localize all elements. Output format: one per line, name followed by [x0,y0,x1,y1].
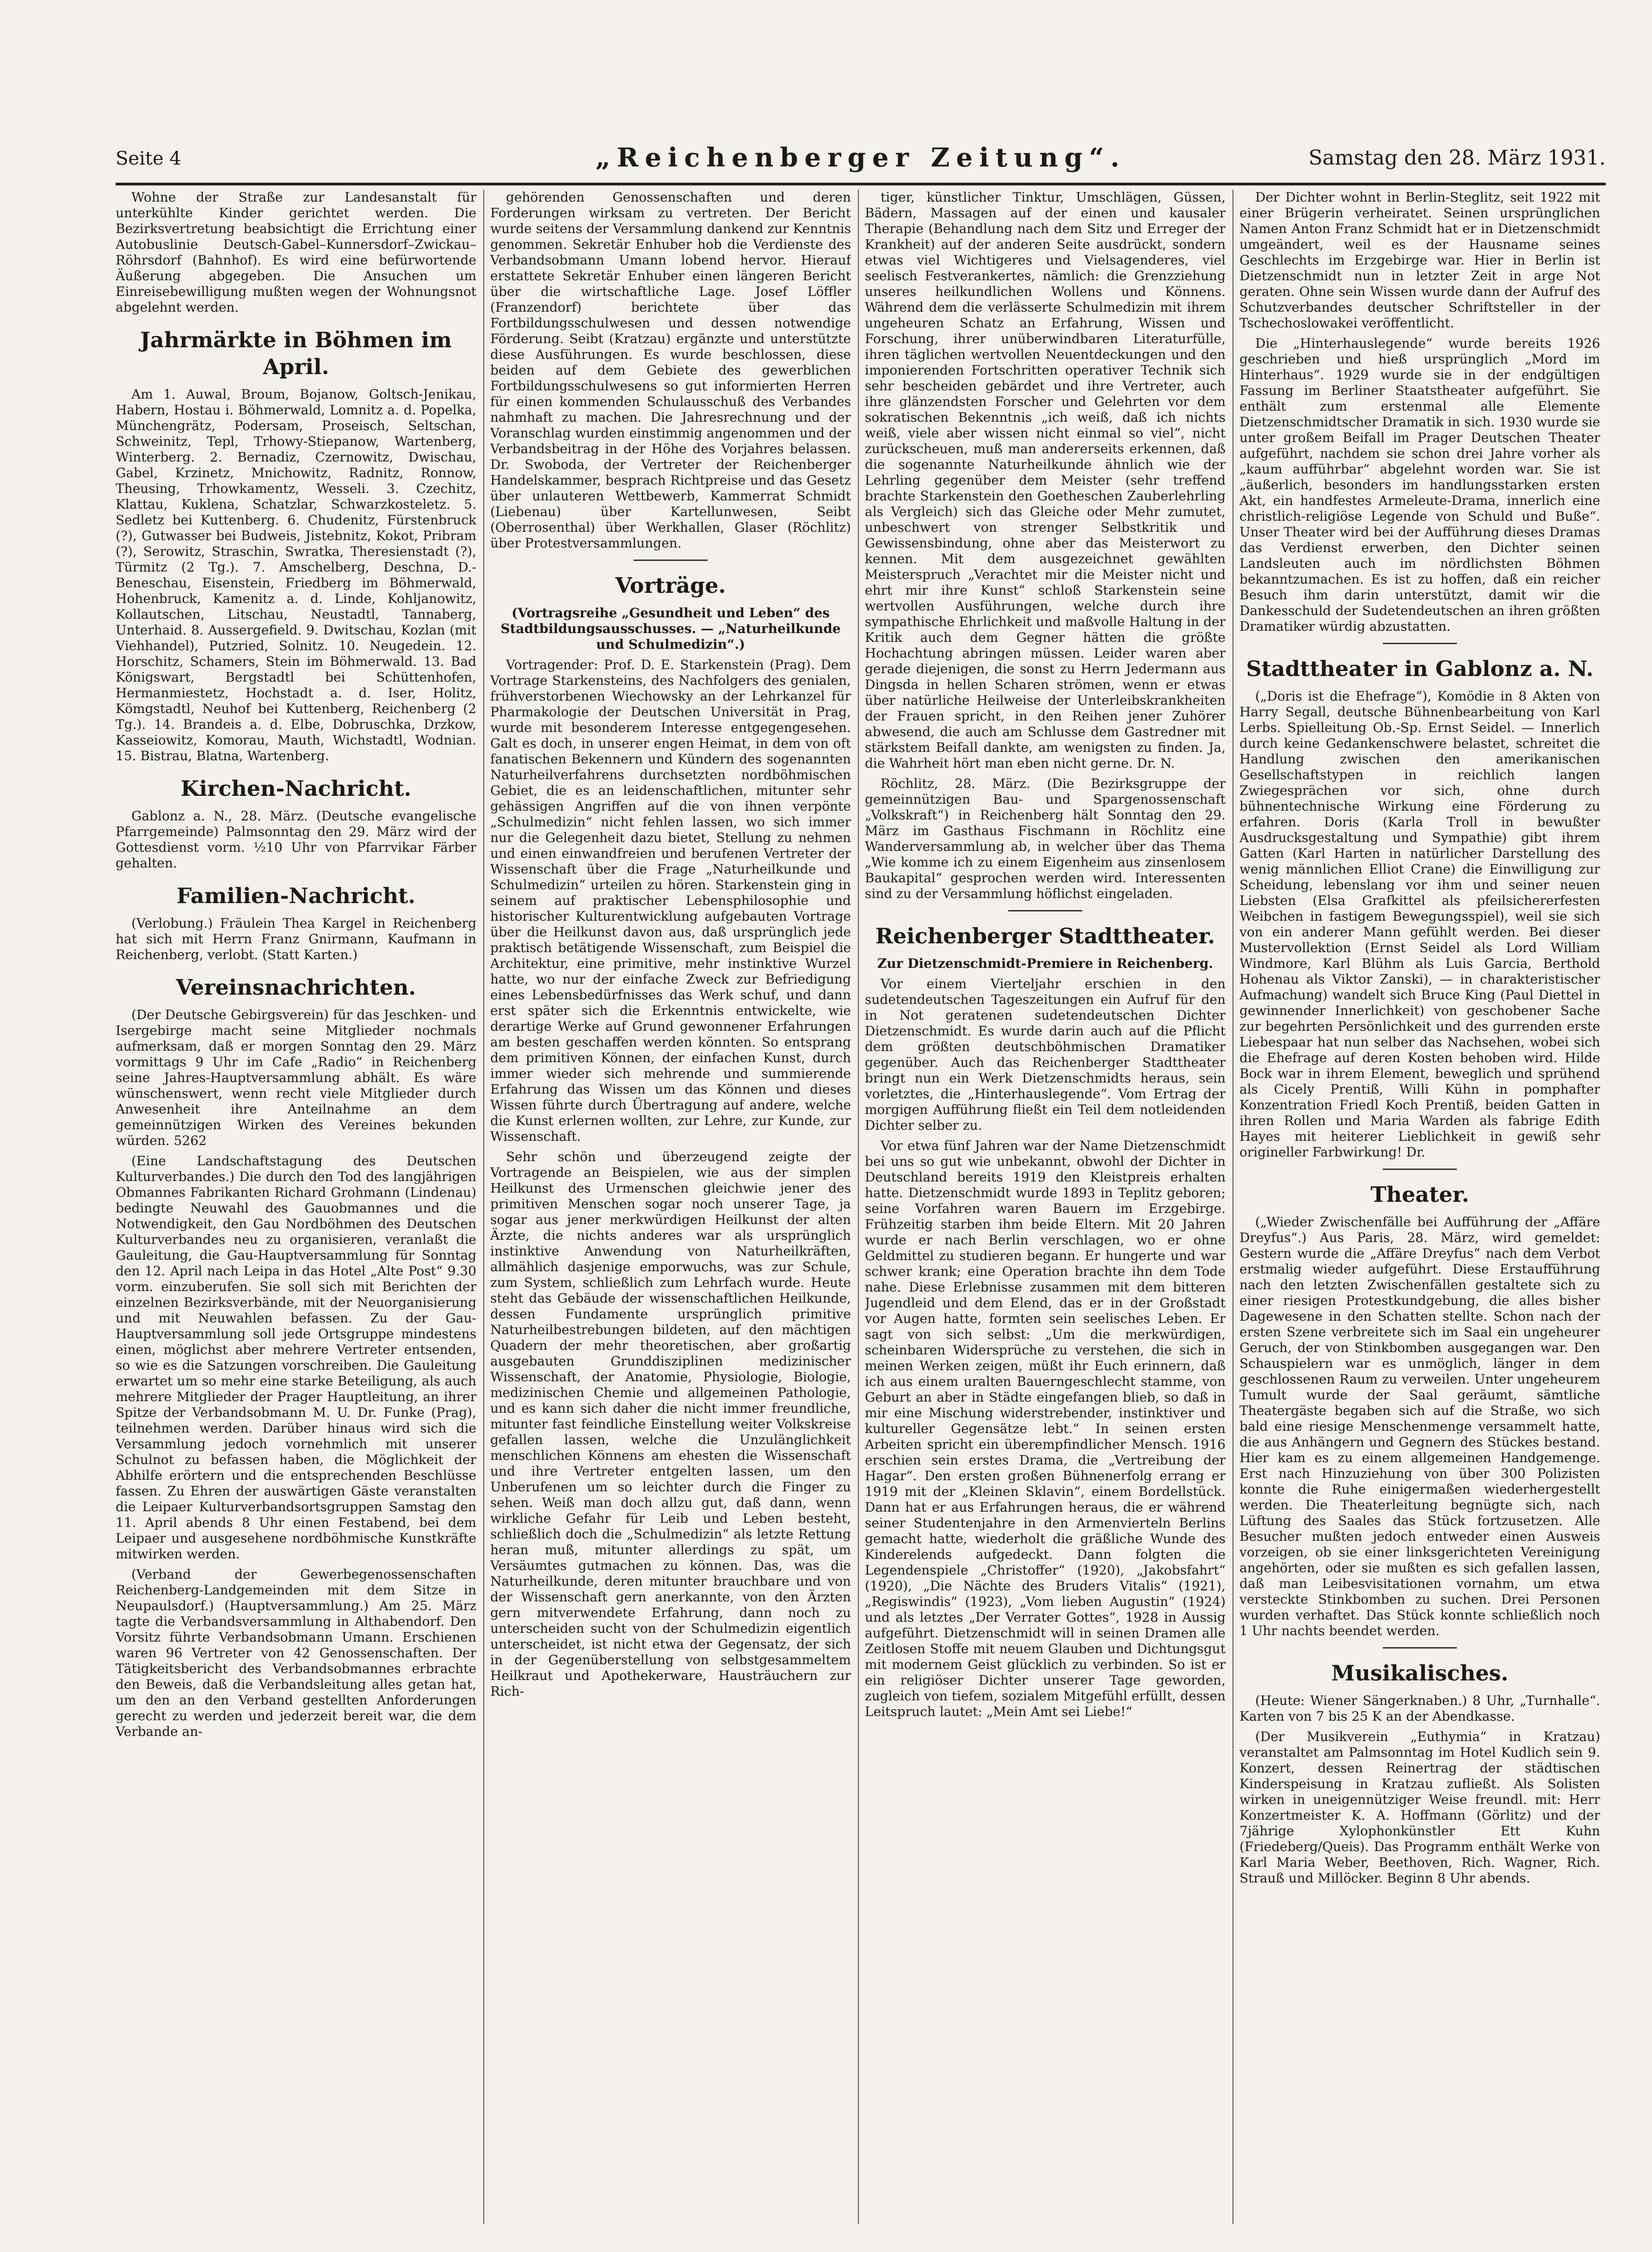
article-text: (Der Musikverein „Euthymia“ in Kratzau) veranstaltet am Palmsonntag im Hotel Kudlich sein 9. Konzert, dessen Reinertrag der städtischen Kinderspeisung in Kratzau zufließt. Als Solisten wirken in uneigennütziger Weise freundl. mit: Herr Konzertmeister K. A. Hoffmann (Görlitz) und der 7jährige Xylophonkünstler Ett Kuhn (Friedeberg/Queis). Das Programm enthält Werke von Karl Maria Weber, Beethoven, Rich. Wagner, Rich. Strauß und Millöcker. Beginn 8 Uhr abends. [1239,1729,1600,1886]
issue-date: Samstag den 28. März 1931. [1308,146,1606,170]
article-text: („Doris ist die Ehefrage“), Komödie in 8 Akten von Harry Segall, deutsche Bühnenbearbeitung von Karl Lerbs. Spielleitung Ob.-Sp. Ernst Seidel. — Innerlich durch keine Gedankenschwere belastet, schreitet die Handlung zwischen den amerikanischen Gesellschaftstypen in reichlich langen Zwiegesprächen vor sich, ohne durch bühnentechnische Wirkung eine Förderung zu erfahren. Doris (Karla Troll in bewußter Ausdrucksgestaltung und Sympathie) gibt ihrem Gatten (Karl Harten in natürlicher Darstellung des wenig männlichen Elliot Crane) die Einwilligung zur Scheidung, lebenslang vor ihm und seiner neuen Liebsten (Elsa Grafkittel als pfeilsichererfesten Weibchen in fastigem Bewegungsspiel), weil sie sich von ein anderer Mann gefühlt werden. Bei dieser Mustervollektion (Ernst Seidel als Lord William Windmore, Karl Blühm als Luis Garcia, Berthold Hohenau als Viktor Zanski), — in charakteristischer Aufmachung) wandelt sich Bruce King (Paul Diettel in gewinnender Innerlichkeit) von geschobener Sache zur begehrten Persönlichkeit und des gurrenden erste Liebespaar hat nun selber das Nachsehen, wobei sich die Ehefrage auf deren Kosten behoben wird. Hilde Bock war in ihrem Element, beweglich und sprühend als Cicely Prentiß, Willi Kühn in pomphafter Konzentration Friedl Koch Prentiß, beiden Gatten in ihren Rollen und Maria Warden als fabrige Edith Hayes mit heiterer Lieblichkeit in gewiß sehr origineller Farbwirkung! Dr. [1239,689,1600,1160]
article-text: tiger, künstlicher Tinktur, Umschlägen, Güssen, Bädern, Massagen auf der einen und kausaler Therapie (Behandlung nach dem Sitz und Erreger der Krankheit) auf der anderen Seite ausdrückt, sondern etwas viel Wichtigeres und Vielsagenderes, viel seelisch Festverankertes, nämlich: die Grenzziehung unseres heilkundlichen Wollens und Könnens. Während dem die verlässerte Schulmedizin mit ihrem ungeheuren Schatz an Erfahrung, Wissen und Forschung, ihrer unüberwindbaren Literaturfülle, ihren täglichen wertvollen Neuentdeckungen und den imponierenden Fortschritten operativer Technik sich sehr bescheiden gebärdet und ihre Vertreter, auch ihre glänzendsten Forscher und Gelehrten vor dem sokratischen Bekenntnis „ich weiß, daß ich nichts weiß, viele aber wissen nicht einmal so viel“, nicht zurückscheuen, muß man andererseits erkennen, daß die sogenannte Naturheilkunde ähnlich wie der Lehrling gegenüber dem Meister (sehr treffend brachte Starkenstein den Goetheschen Zauberlehrling als Vergleich) sich das Gleiche oder Mehr zumutet, unbeschwert von strenger Selbstkritik und Gewissensbindung, ohne aber das Meisterwort zu kennen. Mit dem ausgezeichnet gewählten Meisterspruch „Verachtet mir die Meister nicht und ehrt mir ihre Kunst“ schloß Starkenstein seine wertvollen Ausführungen, welche durch ihre sympathische Ehrlichkeit und maßvolle Haltung in der Kritik auch dem Gegner hätten die größte Hochachtung abringen müssen. Leider waren aber gerade diejenigen, die sonst zu Herrn Jedermann aus Dingsda in hellen Scharen strömen, wenn er etwas über natürliche Heilweise der Unterleibskrankheiten der Frauen spricht, in den Reihen jener Zuhörer abwesend, die auch am Schlusse dem Gastredner mit stärkstem Beifall dankte, am wenigsten zu finden. Ja, die Wahrheit hört man eben nicht gerne. Dr. N. [865,190,1226,771]
article-text: („Wieder Zwischenfälle bei Aufführung der „Affäre Dreyfus“.) Aus Paris, 28. März, wird gemeldet: Gestern wurde die „Affäre Dreyfus“ nach dem Verbot erstmalig wieder aufgeführt. Diese Erstaufführung nach den letzten Zwischenfällen gestaltete sich zu einer riesigen Protestkundgebung, die alles bisher Dagewesene in den Schatten stellte. Schon nach der ersten Szene verbreitete sich im Saal ein ungeheurer Geruch, der von Stinkbomben ausgegangen war. Den Schauspielern war es unmöglich, länger in dem geschlossenen Raum zu verweilen. Unter ungeheurem Tumult wurde der Saal geräumt, sämtliche Theatergäste begaben sich auf die Straße, wo sich bald eine riesige Menschenmenge versammelt hatte, die aus Anhängern und Gegnern des Stückes bestand. Hier kam es zu einem allgemeinen Handgemenge. Erst nach Hinzuziehung von über 300 Polizisten konnte die Ruhe einigermaßen wiederhergestellt werden. Die Theaterleitung begnügte sich, nach Lüftung des Saales das Stück fortzusetzen. Alle Besucher mußten jedoch entweder einen Ausweis vorzeigen, ob sie einer linksgerichteten Vereinigung angehörten, oder sie mußten es sich gefallen lassen, daß man Leibesvisitationen vornahm, um etwa versteckte Stinkbomben zu suchen. Drei Personen wurden verhaftet. Das Stück konnte schließlich noch 1 Uhr nachts beendet werden. [1239,1214,1600,1638]
article-text: (Verband der Gewerbegenossenschaften Reichenberg-Landgemeinden mit dem Sitze in Neupaulsdorf.) (Hauptversammlung.) Am 25. März tagte die Verbandsversammlung in Althabendorf. Den Vorsitz führte Verbandsobmann Umann. Erschienen waren 96 Vertreter von 42 Genossenschaften. Der Tätigkeitsbericht des Verbandsobmannes erbrachte den Beweis, daß die Verbandsleitung alles getan hat, um den an den Verband gestellten Anforderungen gerecht zu werden und jederzeit bereit war, die dem Verbande an- [116,1567,476,1739]
article-text: Wohne der Straße zur Landesanstalt für unterkühlte Kinder gerichtet werden. Die Bezirksvertretung beabsichtigt die Errichtung einer Autobuslinie Deutsch-Gabel–Kunnersdorf–Zwickau–Röhrsdorf (Bahnhof). Es wird eine befürwortende Äußerung abgegeben. Die Ansuchen um Einreisebewilligung mußten wegen der Wohnungsnot abgelehnt werden. [116,190,476,315]
section-heading: Vereinsnachrichten. [176,975,416,1000]
section-subheading: Zur Dietzenschmidt-Premiere in Reichenberg. [877,956,1214,971]
column-1 [116,190,476,2224]
section-heading: Kirchen-Nachricht. [180,776,412,801]
article-text: Vor etwa fünf Jahren war der Name Dietzenschmidt bei uns so gut wie unbekannt, obwohl der Dichter in Deutschland bereits 1919 den Kleistpreis erhalten hatte. Dietzenschmidt wurde 1893 in Teplitz geboren; seine Vorfahren waren Bauern im Erzgebirge. Frühzeitig starben ihm beide Eltern. Mit 20 Jahren wurde er nach Berlin verschlagen, wo er ohne Geldmittel zu studieren begann. Er hungerte und war schwer krank; eine Operation brachte ihn dem Tode nahe. Diese Erlebnisse zusammen mit dem bitteren Jugendleid und dem Elend, das er in der Großstadt vor Augen hatte, formten sein seelisches Leben. Er sagt von sich selbst: „Um die merkwürdigen, scheinbaren Widersprüche zu verstehen, die sich in meinen Werken zeigen, müßt ihr Euch erinnern, daß ich aus einem uralten Bauerngeschlecht stamme, von Geburt an aber in Städte eingefangen blieb, so daß in mir eine Mischung widerstrebender, instinktiver und kultureller Gegensätze lebt.“ In seinen ersten Arbeiten spricht ein überempfindlicher Mensch. 1916 erschien sein erstes Drama, die „Vertreibung der Hagar“. Den ersten großen Bühnenerfolg errang er 1919 mit der „Kleinen Sklavin“, einem Bordellstück. Dann hat er aus Erfahrungen heraus, die er während seiner Studentenjahre in den Armenvierteln Berlins gemacht hatte, wiederholt die gräßliche Wunde des Kinderelends aufgedeckt. Dann folgten die Legendenspiele „Christoffer“ (1920), „Jakobsfahrt“ (1920), „Die Nächte des Bruders Vitalis“ (1921), „Regiswindis“ (1923), „Vom lieben Augustin“ (1924) und als letztes „Der Verrater Gottes“, 1928 in Aussig aufgeführt. Dietzenschmidt will in seinen Dramen alle Zeitlosen Stoffe mit neuem Glauben und Dichtungsgut mit modernem Geist glücklich zu verbinden. So ist er ein religiöser Dichter unserer Tage geworden, zugleich von tiefem, sozialem Mitgefühl erfüllt, dessen Leitspruch lautet: „Mein Amt sei Liebe!“ [865,1138,1226,1719]
article-text: Sehr schön und überzeugend zeigte der Vortragende an Beispielen, wie aus der simplen Heilkunst des Urmenschen gleichwie jener des primitiven Menschen sogar noch unserer Tage, ja sogar aus jener merkwürdigen Heilkunst der alten Ärzte, die nichts anderes war als ursprünglich instinktive Anwendung von Naturheilkräften, allmählich dasjenige emporwuchs, was zur Schule, zum System, schließlich zum Lehrfach wurde. Heute steht das Gebäude der wissenschaftlichen Heilkunde, dessen Fundamente ursprünglich primitive Naturheilbestrebungen bildeten, auf den mächtigen Quadern der mehr theoretischen, aber großartig ausgebauten Grunddisziplinen medizinischer Wissenschaft, der Anatomie, Physiologie, Biologie, medizinischen Chemie und allgemeinen Pathologie, und es kann sich daher die nicht immer freundliche, mitunter fast feindliche Einstellung weiter Volkskreise gefallen lassen, welche die Unzulänglichkeit menschlichen Könnens am ehesten die Wissenschaft und ihre Vertreter entgelten lassen, um den Unberufenen um so leichter durch die Finger zu sehen. Weiß man doch allzu gut, daß dann, wenn wirkliche Gefahr für Leib und Leben besteht, schließlich doch die „Schulmedizin“ als letzte Rettung heran muß, mitunter allerdings zu spät, um Versäumtes gutmachen zu können. Das, was die Naturheilkunde, deren mitunter brauchbare und von der Wissenschaft gern anerkannte, von den Ärzten gern mitverwendete Erfahrung, dann noch zu unterscheiden sucht von der Schulmedizin eigentlich unterscheidet, ist nicht etwa der Gegensatz, der sich in der Gegenüberstellung von selbstgesammeltem Heilkraut und Apothekerware, Hausträuchern zur Rich- [490,1149,851,1699]
article-text: (Der Deutsche Gebirgsverein) für das Jeschken- und Isergebirge macht seine Mitglieder nochmals aufmerksam, daß er morgen Sonntag den 29. März vormittags 9 Uhr im Cafe „Radio“ in Reichenberg seine Jahres-Hauptversammlung abhält. Es wäre wünschenswert, wenn recht viele Mitglieder durch Anwesenheit ihre Anteilnahme an dem gemeinnützigen Wirken des Vereines bekunden würden. 5262 [116,1007,476,1148]
article-text: Der Dichter wohnt in Berlin-Steglitz, seit 1922 mit einer Brügerin verheiratet. Seinen ursprünglichen Namen Anton Franz Schmidt hat er in Dietzenschmidt umgeändert, weil es der Hausname seines Geschlechts im Erzgebirge war. Hier in Berlin ist Dietzenschmidt nun in letzter Zeit in arge Not geraten. Ohne sein Wissen wurde dann der Aufruf des Schutzverbandes deutscher Schriftsteller in der Tschechoslowakei veröffentlicht. [1239,190,1600,331]
section-heading: Theater. [1370,1182,1469,1207]
column-divider [483,190,484,2224]
section-heading: Musikalisches. [1331,1661,1509,1686]
article-text: Vortragender: Prof. D. E. Starkenstein (Prag). Dem Vortrage Starkensteins, des Nachfolgers des genialen, frühverstorbenen Wiechowsky an der Lehrkanzel für Pharmakologie der Deutschen Universität in Prag, wurde mit besonderem Interesse entgegengesehen. Galt es doch, in unserer engen Heimat, in dem von oft fanatischen Bekennern und Kündern des sogenannten Naturheilverfahrens durchsetzten nordböhmischen Gebiet, die es an leidenschaftlichen, mitunter sehr gehässigen Angriffen auf die von ihnen verpönte „Schulmedizin“ nicht fehlen lassen, wo sich immer nur die Gelegenheit dazu bietet, Stellung zu nehmen und einen einwandfreien und berufenen Vertreter der Wissenschaft über die Frage „Naturheilkunde und Schulmedizin“ urteilen zu hören. Starkenstein ging in seinem auf praktischer Lebensphilosophie und historischer Kulturentwicklung aufgebauten Vortrage über die Heilkunst davon aus, daß ursprünglich jede praktisch betätigende Wissenschaft, zum Beispiel die Architektur, eine primitive, mehr instinktive Wurzel hatte, wo nur der einfache Zweck zur Befriedigung eines Lebensbedürfnisses das Werk schuf, und dann erst später sich die Erkenntnis entwickelte, wie derartige Werke auf Grund gewonnener Erfahrungen am besten geschaffen werden könnten. So entsprang dem primitiven Können, der einfachen Kunst, durch immer wieder sich mehrende und summierende Erfahrung das Wissen um das Können und dieses Wissen führte durch Übertragung auf andere, welche die Kunst erlernen wollten, zur Lehre, zur Kunde, zur Wissenschaft. [490,657,851,1144]
section-heading: Jahrmärkte in Böhmen im April. [140,327,452,379]
section-heading: Reichenberger Stadttheater. [875,923,1215,948]
header-rule [116,183,1606,185]
article-text: Die „Hinterhauslegende“ wurde bereits 1926 geschrieben und hieß ursprünglich „Mord im Hinterhaus“. 1929 wurde sie in der endgültigen Fassung im Berliner Staatstheater aufgeführt. Sie enthält zum erstenmal alle Elemente Dietzenschmidtscher Dramatik in sich. 1930 wurde sie unter großem Beifall im Prager Deutschen Theater aufgeführt, nachdem sie schon drei Jahre vorher als „kaum aufführbar“ abgelehnt worden war. Sie ist „äußerlich, besonders im handlungsstarken ersten Akt, ein handfestes Armeleute-Drama, innerlich eine christlich-religiöse Legende von Schuld und Buße“. Unser Theater wird bei der Aufführung dieses Dramas das Verdienst erwerben, den Dichter seinen Landsleuten auch im nördlichsten Böhmen bekanntzumachen. Es ist zu hoffen, daß ein reicher Besuch ihm darin unterstützt, damit wir die Dankesschuld der Sudetendeutschen an ihren größten Dramatiker würdig abzustatten. [1239,336,1600,634]
page-number: Seite 4 [116,148,181,169]
separator [1008,910,1082,911]
column-3 [865,190,1226,2224]
article-text: Röchlitz, 28. März. (Die Bezirksgruppe der gemeinnützigen Bau- und Spargenossenschaft „Volkskraft“) in Reichenberg hält Sonntag den 29. März im Gasthaus Fischmann in Röchlitz eine Wanderversammlung ab, in welcher über das Thema „Wie komme ich zu einem Eigenheim aus zinsenlosem Baukapital“ gesprochen werden wird. Interessenten sind zu der Versammlung höflichst eingeladen. [865,776,1226,901]
article-text: Vor einem Vierteljahr erschien in den sudetendeutschen Tageszeitungen ein Aufruf für den in Not geratenen sudetendeutschen Dichter Dietzenschmidt. Es wurde darin auch auf die Pflicht dem größten deutschböhmischen Dramatiker gegenüber. Auch das Reichenberger Stadttheater bringt nun ein Werk Dietzenschmidts heraus, sein vorletztes, die „Hinterhauslegende“. Vom Ertrag der morgigen Aufführung fließt ein Teil dem notleidenden Dichter selber zu. [865,976,1226,1133]
column-2 [490,190,851,2224]
masthead [116,139,1606,180]
section-heading: Familien-Nachricht. [176,883,416,908]
article-text: Am 1. Auwal, Broum, Bojanow, Goltsch-Jenikau, Habern, Hostau i. Böhmerwald, Lomnitz a. d. Popelka, Münchengrätz, Podersam, Proseisch, Seltschan, Schweinitz, Tepl, Trhowy-Stiepanow, Wartenberg, Winterberg. 2. Bernadiz, Czernowitz, Dwischau, Gabel, Krzinetz, Mnichowitz, Radnitz, Ronnow, Theusing, Trhowkamentz, Wesseli. 3. Czechitz, Klattau, Kuklena, Schatzlar, Schwarzkosteletz. 5. Sedletz bei Kuttenberg. 6. Chudenitz, Fürstenbruck (?), Gutwasser bei Budweis, Jistebnitz, Kokot, Pribram (?), Serowitz, Straschin, Swratka, Theresienstadt (?), Türmitz (2 Tg.). 7. Amschelberg, Deschna, D.-Beneschau, Eisenstein, Friedberg im Böhmerwald, Hohenbruck, Kamenitz a. d. Linde, Kohljanowitz, Kollautschen, Litschau, Neustadtl, Tannaberg, Unterhaid. 8. Aussergefield. 9. Dwitschau, Kozlan (mit Viehhandel), Putzried, Solnitz. 10. Neugedein. 12. Horschitz, Schamers, Stein im Böhmerwald. 13. Bad Königswart, Bergstadtl bei Schüttenhofen, Hermanmiestetz, Hochstadt a. d. Iser, Holitz, Kömgstadtl, Neuhof bei Kuttenberg, Reichenberg (2 Tg.). 14. Brandeis a. d. Elbe, Dobruschka, Drzkow, Kasseiowitz, Komorau, Mauth, Wichstadtl, Wodnian. 15. Bistrau, Blatna, Wartenberg. [116,387,476,763]
separator [1383,643,1457,644]
column-divider [858,190,859,2224]
section-heading: Stadttheater in Gablonz a. N. [1246,656,1594,681]
separator [1383,1647,1457,1649]
article-text: Gablonz a. N., 28. März. (Deutsche evangelische Pfarrgemeinde) Palmsonntag den 29. März wird der Gottesdienst vorm. ½10 Uhr von Pfarrvikar Färber gehalten. [116,808,476,871]
article-text: (Eine Landschaftstagung des Deutschen Kulturverbandes.) Die durch den Tod des langjährigen Obmannes Fabrikanten Richard Grohmann (Lindenau) bedingte Neuwahl des Gauobmannes und die Notwendigkeit, den Gau Nordböhmen des Deutschen Kulturverbandes neu zu organisieren, veranlaßt die Gauleitung, die Gau-Hauptversammlung für Sonntag den 12. April nach Leipa in das Hotel „Alte Post“ 9.30 vorm. einzuberufen. Sie soll sich mit Berichten der einzelnen Bezirksverbände, mit der Neuorganisierung und mit Neuwahlen befassen. Zu der Gau-Hauptversammlung soll jede Ortsgruppe mindestens einen, möglichst aber mehrere Vertreter entsenden, so wie es die Satzungen vorschreiben. Die Gauleitung erwartet um so mehr eine starke Beteiligung, als auch mehrere Mitglieder der Prager Hauptleitung, an ihrer Spitze der Verbandsobmann M. U. Dr. Funke (Prag), teilnehmen werden. Darüber hinaus wird sich die Versammlung jedoch vornehmlich mit unserer Schulnot zu befassen haben, die Möglichkeit der Abhilfe erörtern und die entsprechenden Beschlüsse fassen. Zu Ehren der auswärtigen Gäste veranstalten die Leipaer Kulturverbandsortsgruppen Samstag den 11. April abends 8 Uhr einen Festabend, bei dem Leipaer und ausgesehene nordböhmische Kunstkräfte mitwirken werden. [116,1153,476,1562]
article-text: (Heute: Wiener Sängerknaben.) 8 Uhr, „Turnhalle“. Karten von 7 bis 25 K an der Abendkasse. [1239,1693,1600,1724]
separator [1383,1169,1457,1170]
newspaper-title: „Reichenberger Zeitung“. [595,142,1126,173]
section-heading: Vorträge. [615,573,726,598]
section-subheading: (Vortragsreihe „Gesundheit und Leben“ des Stadtbildungsausschusses. — „Naturheilkunde und Schulmedizin“.) [500,605,841,652]
article-text: (Verlobung.) Fräulein Thea Kargel in Reichenberg hat sich mit Herrn Franz Gnirmann, Kaufmann in Reichenberg, verlobt. (Statt Karten.) [116,916,476,962]
column-4 [1239,190,1600,2224]
separator [634,560,708,561]
article-text: gehörenden Genossenschaften und deren Forderungen wirksam zu vertreten. Der Bericht wurde seitens der Versammlung dankend zur Kenntnis genommen. Sekretär Enhuber hob die Verdienste des Verbandsobmann Umann lobend hervor. Hierauf erstattete Sekretär Enhuber einen längeren Bericht über die wirtschaftliche Lage. Josef Löffler (Franzendorf) berichtete über das Fortbildungsschulwesen und dessen notwendige Förderung. Seibt (Kratzau) ergänzte und unterstützte diese Ausführungen. Es wurde beschlossen, diese beiden auf dem Gebiete des gewerblichen Fortbildungsschulwesens so gut informierten Herren für einen kommenden Schulausschuß des Verbandes nahmhaft zu machen. Die Jahresrechnung und der Voranschlag wurden einstimmig angenommen und der Verbandsbeitrag in der Höhe des Vorjahres belassen. Dr. Swoboda, der Vertreter der Reichenberger Handelskammer, besprach Richtpreise und das Gesetz über unlauteren Wettbewerb, Kammerrat Schmidt (Liebenau) über Kartellunwesen, Seibt (Oberrosenthal) über Werkhallen, Glaser (Röchlitz) über Protestversammlungen. [490,190,851,551]
